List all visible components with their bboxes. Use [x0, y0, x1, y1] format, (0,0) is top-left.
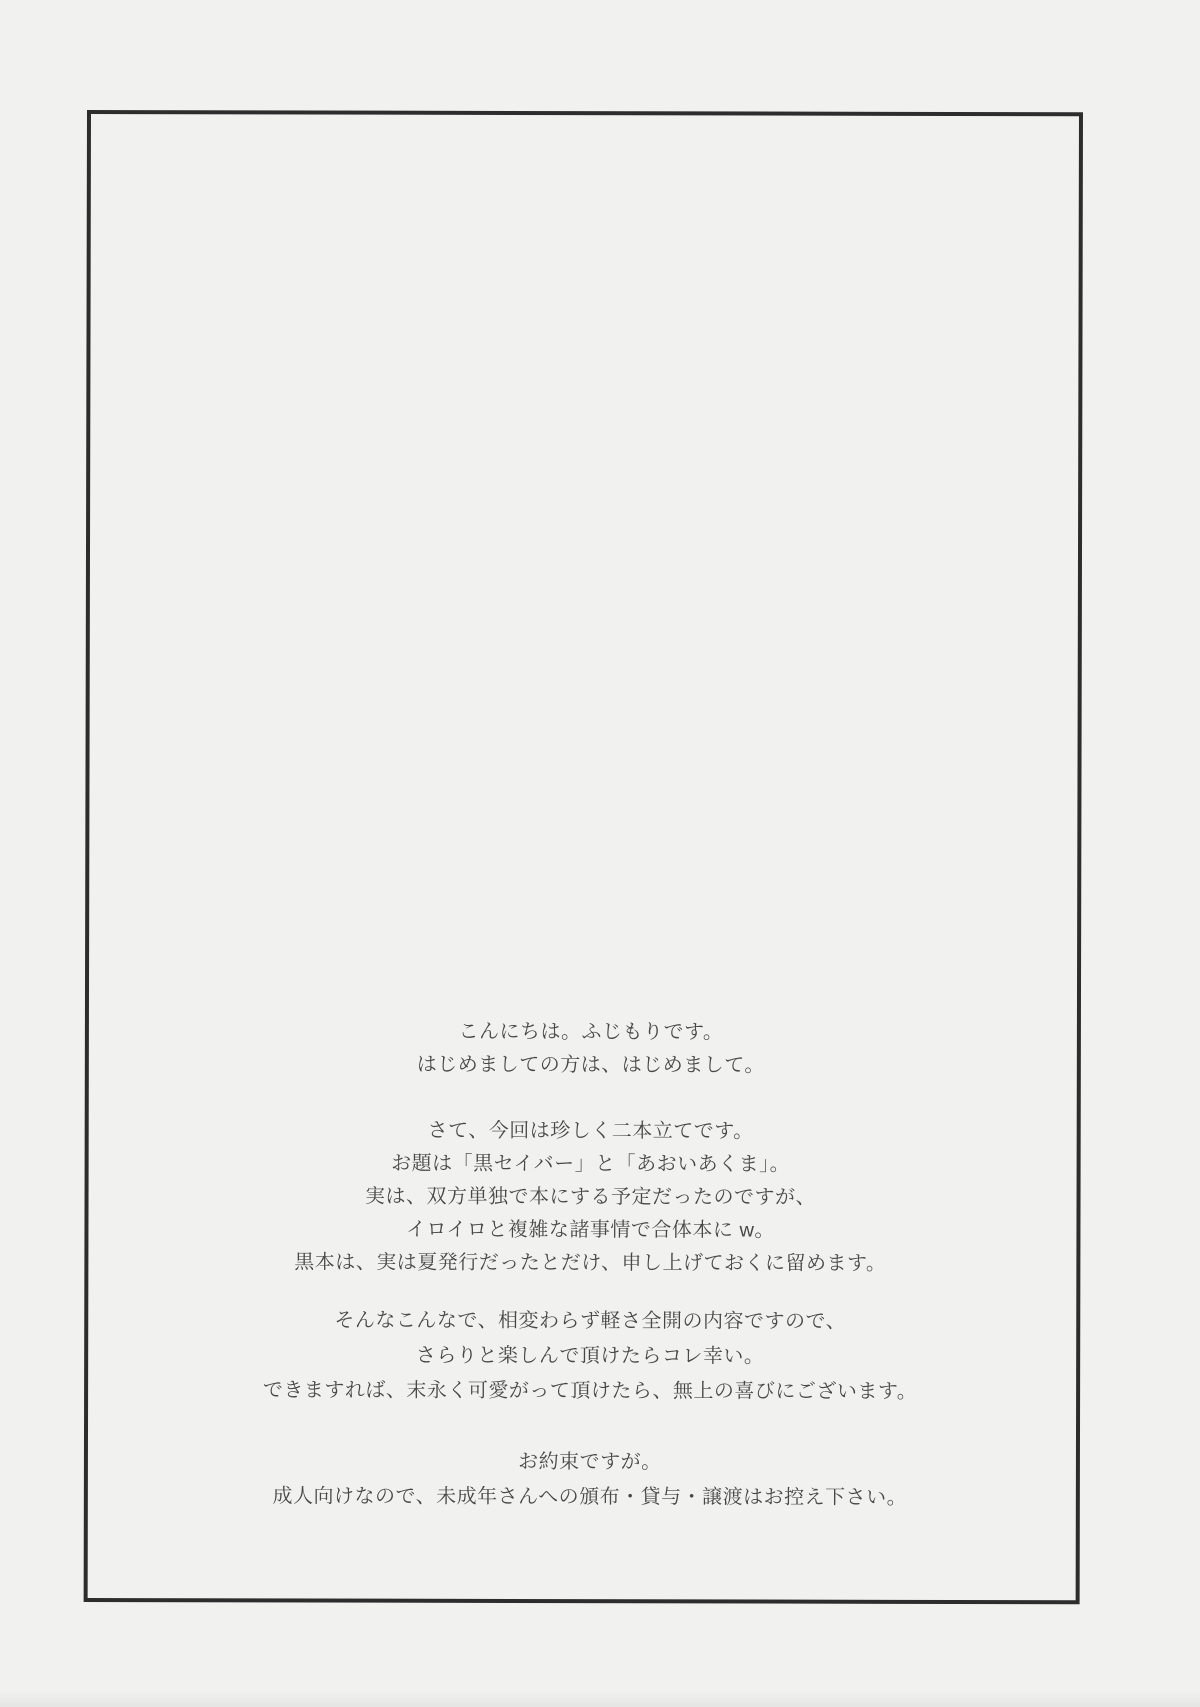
afterword-line: お題は「黒セイバー」と「あおいあくま」。 [391, 1152, 791, 1176]
afterword-paragraph-notice [89, 1444, 1091, 1516]
afterword-line: 成人向けなので、未成年さんへの頒布・貸与・譲渡はお控え下さい。 [272, 1485, 908, 1509]
afterword-paragraph-topic [89, 1114, 1091, 1281]
afterword-line: お約束ですが。 [518, 1450, 662, 1474]
afterword-line: はじめましての方は、はじめまして。 [416, 1053, 765, 1077]
afterword-line: 黒本は、実は夏発行だったとだけ、申し上げておくに留めます。 [294, 1251, 887, 1275]
afterword-line: さらりと楽しんで頂けたらコレ幸い。 [415, 1344, 765, 1368]
afterword-paragraph-wishes [89, 1303, 1091, 1410]
afterword-text-block [89, 1015, 1092, 1516]
afterword-line: できますれば、末永く可愛がって頂けたら、無上の喜びにございます。 [262, 1379, 918, 1403]
afterword-line: イロイロと複雑な諸事情で合体本に w。 [405, 1218, 775, 1242]
afterword-line: さて、今回は珍しく二本立てです。 [427, 1119, 754, 1143]
afterword-line: 実は、双方単独で本にする予定だったのですが、 [365, 1185, 817, 1209]
afterword-line: そんなこんなで、相変わらず軽さ全開の内容ですので、 [334, 1309, 847, 1333]
afterword-line: こんにちは。ふじもりです。 [458, 1020, 724, 1044]
afterword-paragraph-greeting [90, 1015, 1092, 1083]
